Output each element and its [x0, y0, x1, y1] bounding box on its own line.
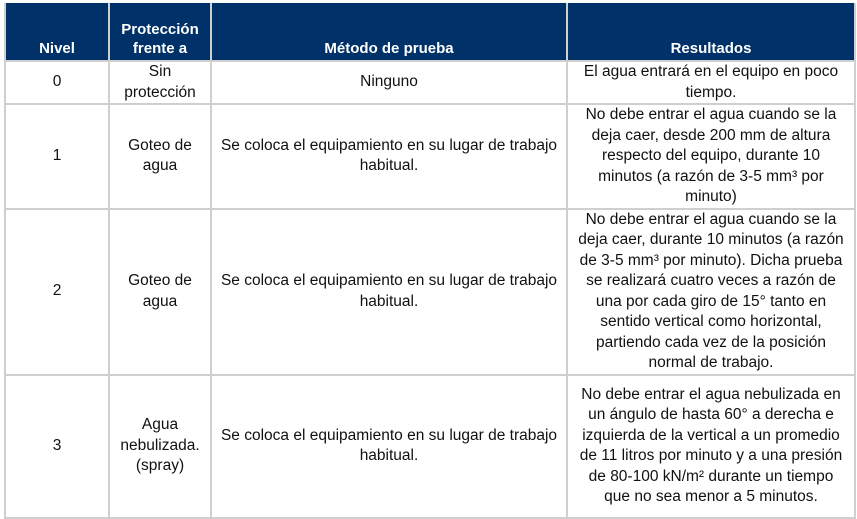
cell-proteccion: Goteo de agua [109, 209, 211, 375]
cell-proteccion: Goteo de agua [109, 104, 211, 209]
cell-metodo: Se coloca el equipamiento en su lugar de trabajo habitual. [211, 209, 567, 375]
cell-resultados: No debe entrar el agua cuando se la deja caer, desde 200 mm de altura respecto del equipo, durante 10 minutos (a razón de 3-5 mm³ por minuto) [567, 104, 855, 209]
cell-proteccion: Agua nebulizada. (spray) [109, 375, 211, 518]
cell-proteccion: Sin protección [109, 61, 211, 104]
ip-protection-table [4, 3, 856, 519]
cell-resultados: No debe entrar el agua cuando se la deja caer, durante 10 minutos (a razón de 3-5 mm³ por minuto). Dicha prueba se realizará cuatro veces a razón de una por cada giro de 15° tanto en sentido vertical como horizontal, partiendo cada vez de la posición normal de trabajo. [567, 209, 855, 375]
header-row [5, 3, 855, 61]
cell-resultados: El agua entrará en el equipo en poco tiempo. [567, 61, 855, 104]
cell-nivel: 0 [5, 61, 109, 104]
cell-resultados: No debe entrar el agua nebulizada en un ángulo de hasta 60° a derecha e izquierda de la vertical a un promedio de 11 litros por minuto y a una presión de 80-100 kN/m² durante un tiempo que no sea menor a 5 minutos. [567, 375, 855, 518]
cell-metodo: Se coloca el equipamiento en su lugar de trabajo habitual. [211, 104, 567, 209]
table-row [5, 209, 855, 375]
cell-nivel: 3 [5, 375, 109, 518]
table-header [5, 3, 855, 61]
cell-nivel: 2 [5, 209, 109, 375]
ip-protection-table-container [4, 3, 856, 519]
header-nivel: Nivel [5, 3, 109, 61]
table-body [5, 61, 855, 518]
header-proteccion: Protección frente a [109, 3, 211, 61]
cell-nivel: 1 [5, 104, 109, 209]
header-metodo: Método de prueba [211, 3, 567, 61]
table-row [5, 375, 855, 518]
header-resultados: Resultados [567, 3, 855, 61]
table-row [5, 61, 855, 104]
cell-metodo: Se coloca el equipamiento en su lugar de trabajo habitual. [211, 375, 567, 518]
cell-metodo: Ninguno [211, 61, 567, 104]
table-row [5, 104, 855, 209]
